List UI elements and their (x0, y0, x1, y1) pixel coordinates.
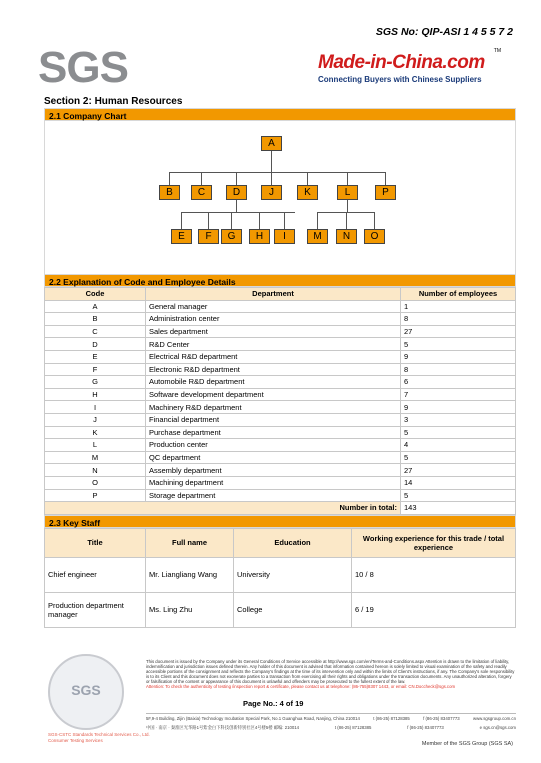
org-box: I (274, 229, 295, 244)
col-code: Code (45, 288, 146, 301)
cell-code: E (45, 350, 146, 363)
tel-2: t (86-25) 87128385 (334, 725, 372, 730)
org-connector (307, 172, 308, 185)
col-title: Title (45, 528, 146, 557)
table-row (45, 313, 516, 326)
org-connector (347, 200, 348, 212)
cell-full-name: Mr. Liangliang Wang (146, 557, 234, 592)
table-row (45, 592, 516, 627)
table-row (45, 376, 516, 389)
org-box: J (261, 185, 282, 200)
org-box: H (249, 229, 270, 244)
cell-full-name: Ms. Ling Zhu (146, 592, 234, 627)
fine-print (146, 659, 516, 689)
org-box: M (307, 229, 328, 244)
key-staff-heading: 2.3 Key Staff (44, 515, 516, 528)
explanation-heading: 2.2 Explanation of Code and Employee Details (44, 274, 516, 287)
col-department: Department (146, 288, 401, 301)
fine-print-attention: Attention: To check the authenticity of testing /inspection report & certificate, please contact us at telephone: (86-755)8307 1443, or email: CN.Doccheck@sgs.com (146, 684, 456, 689)
cell-code: I (45, 401, 146, 414)
mic-subtitle: Connecting Buyers with Chinese Suppliers (318, 75, 482, 84)
cell-code: N (45, 464, 146, 477)
key-staff-table (44, 528, 516, 628)
org-connector (259, 212, 260, 229)
main-content (44, 108, 516, 628)
cell-employees: 9 (401, 401, 516, 414)
cell-employees: 5 (401, 338, 516, 351)
col-full-name: Full name (146, 528, 234, 557)
org-box: P (375, 185, 396, 200)
org-connector (231, 212, 232, 229)
cell-experience: 6 / 19 (352, 592, 516, 627)
address-en: 5F,9-4 Building, Zijin (Baixia) Technology Incubation Special Park, No.1 Guanghua Road, Nanjing, China 210014 (146, 716, 360, 721)
table-row (45, 413, 516, 426)
section-title: Section 2: Human Resources (44, 96, 183, 107)
cell-code: L (45, 439, 146, 452)
table-row (45, 401, 516, 414)
cell-department: Machinery R&D department (146, 401, 401, 414)
org-connector (271, 151, 272, 172)
org-box: N (336, 229, 357, 244)
org-connector (346, 212, 347, 229)
cell-employees: 3 (401, 413, 516, 426)
table-row (45, 338, 516, 351)
cell-employees: 8 (401, 363, 516, 376)
cell-department: Assembly department (146, 464, 401, 477)
cell-employees: 27 (401, 325, 516, 338)
cell-employees: 6 (401, 376, 516, 389)
org-connector (284, 212, 285, 229)
org-connector (374, 212, 375, 229)
table-row (45, 325, 516, 338)
cell-code: D (45, 338, 146, 351)
cell-department: R&D Center (146, 338, 401, 351)
web: www.sgsgroup.com.cn (472, 716, 516, 721)
org-box: C (191, 185, 212, 200)
table-row (45, 439, 516, 452)
org-box: O (364, 229, 385, 244)
fax-2: f (86-25) 83407773 (407, 725, 444, 730)
cell-department: Administration center (146, 313, 401, 326)
explanation-table (44, 287, 516, 515)
cell-code: A (45, 300, 146, 313)
cell-employees: 5 (401, 489, 516, 502)
mic-tm: TM (493, 48, 501, 54)
col-experience: Working experience for this trade / total experience (352, 528, 516, 557)
org-box: E (171, 229, 192, 244)
table-row (45, 451, 516, 464)
total-row (45, 502, 516, 515)
org-connector (208, 212, 209, 229)
cell-department: Production center (146, 439, 401, 452)
org-connector (236, 200, 237, 212)
total-value: 143 (401, 502, 516, 515)
org-connector (385, 172, 386, 185)
cell-education: College (234, 592, 352, 627)
member-text: Member of the SGS Group (SGS SA) (421, 741, 513, 747)
table-row (45, 350, 516, 363)
org-connector (181, 212, 182, 229)
page-number: Page No.: 4 of 19 (243, 699, 304, 708)
cell-code: B (45, 313, 146, 326)
cell-employees: 9 (401, 350, 516, 363)
org-connector (236, 172, 237, 185)
org-box: K (297, 185, 318, 200)
tel: t (86-25) 87128385 (373, 716, 410, 721)
total-label: Number in total: (45, 502, 401, 515)
fax: f (86-25) 83407773 (423, 716, 460, 721)
company-chart-heading: 2.1 Company Chart (44, 108, 516, 121)
cell-department: Financial department (146, 413, 401, 426)
org-box: A (261, 136, 282, 151)
sgs-company-line2: Consumer Testing Services (48, 738, 103, 743)
cell-employees: 27 (401, 464, 516, 477)
cell-department: Machining department (146, 476, 401, 489)
cell-department: Purchase department (146, 426, 401, 439)
table-row (45, 464, 516, 477)
cell-department: General manager (146, 300, 401, 313)
cell-code: F (45, 363, 146, 376)
col-employees: Number of employees (401, 288, 516, 301)
col-education: Education (234, 528, 352, 557)
table-row (45, 388, 516, 401)
sgs-logo: SGS (38, 43, 128, 92)
cell-department: Storage department (146, 489, 401, 502)
company-chart (44, 121, 516, 274)
org-box: D (226, 185, 247, 200)
org-connector (201, 172, 202, 185)
cell-department: Electronic R&D department (146, 363, 401, 376)
fine-print-text: This document is issued by the Company under its General Conditions of Service accessible at http://www.sgs.com/en/Terms-and-Conditions.aspx Attention is drawn to the limitation of liability, indemnification and jurisdiction issues defined therein. Any holder of this document is advised that information contained hereon is solely limited to visual examination of the safety and readily accessible portions of the consignment and reflects the Company's findings at the time of its intervention only and within the limits of Client's instructions, if any. The Company's sole responsibility is to its Client and this document does not exonerate parties to a transaction from exercising all their rights and obligations under the transaction documents. Any unauthorized alteration, forgery or falsification of the content or appearance of this document is unlawful and offenders may be prosecuted to the fullest extent of the law. (146, 659, 515, 684)
cell-code: J (45, 413, 146, 426)
table-row (45, 557, 516, 592)
cell-title: Production department manager (45, 592, 146, 627)
cell-department: QC department (146, 451, 401, 464)
cell-employees: 5 (401, 451, 516, 464)
cell-code: M (45, 451, 146, 464)
table-row (45, 300, 516, 313)
cell-code: C (45, 325, 146, 338)
sgs-number: SGS No: QIP-ASI 1 4 5 5 7 2 (375, 26, 513, 38)
cell-department: Electrical R&D department (146, 350, 401, 363)
cell-employees: 8 (401, 313, 516, 326)
sgs-seal (48, 654, 124, 730)
org-connector (182, 212, 295, 213)
address-cn: 中国 · 南京 · 秦淮区光华路1号紫金白下科技创新特别社区4号楼5楼 邮编: 210014 (146, 725, 300, 730)
seal-text: SGS (71, 682, 101, 698)
cell-department: Sales department (146, 325, 401, 338)
org-box: B (159, 185, 180, 200)
org-box: L (337, 185, 358, 200)
address-block (146, 713, 516, 732)
org-connector (271, 172, 272, 185)
cell-department: Software development department (146, 388, 401, 401)
cell-title: Chief engineer (45, 557, 146, 592)
table-row (45, 489, 516, 502)
org-connector (169, 172, 170, 185)
org-connector (347, 172, 348, 185)
cell-code: G (45, 376, 146, 389)
org-box: F (198, 229, 219, 244)
mic-title: Made-in-China.com (318, 52, 485, 73)
org-connector (317, 212, 318, 229)
table-row (45, 363, 516, 376)
table-row (45, 426, 516, 439)
cell-employees: 1 (401, 300, 516, 313)
cell-code: K (45, 426, 146, 439)
sgs-company-line1: SGS-CSTC Standards Technical Services Co., Ltd. (48, 732, 150, 737)
org-box: G (221, 229, 242, 244)
email: e sgs.cn@sgs.com (479, 725, 516, 730)
cell-employees: 7 (401, 388, 516, 401)
cell-employees: 5 (401, 426, 516, 439)
cell-experience: 10 / 8 (352, 557, 516, 592)
table-row (45, 476, 516, 489)
cell-employees: 4 (401, 439, 516, 452)
cell-department: Automobile R&D department (146, 376, 401, 389)
cell-code: O (45, 476, 146, 489)
sgs-company-name (48, 732, 150, 744)
cell-code: P (45, 489, 146, 502)
cell-employees: 14 (401, 476, 516, 489)
made-in-china-logo (318, 48, 503, 84)
cell-education: University (234, 557, 352, 592)
cell-code: H (45, 388, 146, 401)
